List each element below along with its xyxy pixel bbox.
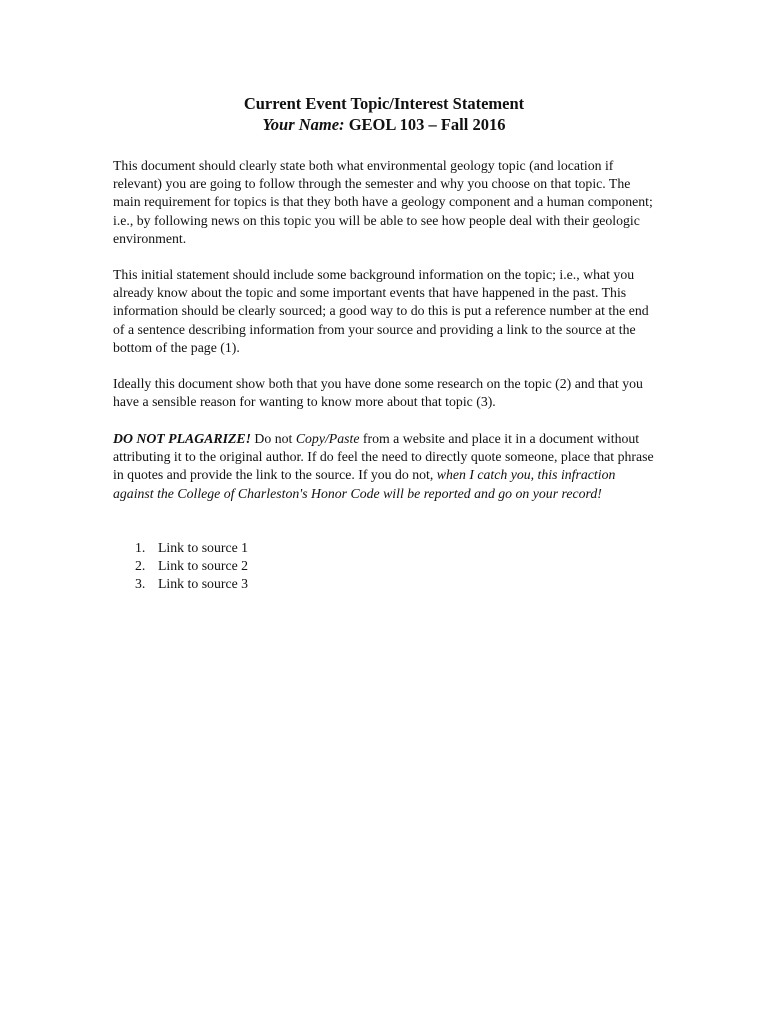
- course-label: GEOL 103 – Fall 2016: [348, 115, 506, 134]
- title-block: [0, 93, 768, 135]
- document-title: Current Event Topic/Interest Statement: [243, 94, 525, 113]
- plagiarism-text-a: Do not: [250, 431, 296, 446]
- source-link-2: Link to source 2: [158, 558, 249, 574]
- document-subtitle: [0, 114, 768, 135]
- paragraph-background: This initial statement should include some background information on the topic; i.e., what you already know about the topic and some important events that have happened in the past. This information should be clearly sourced; a good way to do this is put a reference number at the end of a sentence describing information from your source and providing a link to the source at the bottom of the page (1).: [113, 267, 649, 355]
- source-link-1: Link to source 1: [158, 540, 249, 555]
- list-item: [113, 539, 248, 557]
- paragraph-plagiarism: [113, 430, 658, 503]
- source-number: 2.: [135, 558, 146, 574]
- plagiarism-warning: DO NOT PLAGARIZE!: [113, 431, 251, 446]
- source-link-3: Link to source 3: [158, 576, 249, 592]
- paragraph-research: Ideally this document show both that you have done some research on the topic (2) and that you have a sensible reason for wanting to know more about that topic (3).: [113, 376, 643, 410]
- copy-paste-text: Copy/Paste: [295, 431, 360, 446]
- paragraph-topic: This document should clearly state both what environmental geology topic (and location if relevant) you are going to follow through the semester and why you choose on that topic. The main requirement for topics is that they both have a geology component and a human component; i.e., by following news on this topic you will be able to see how people deal with their geologic environment.: [113, 158, 653, 246]
- source-list: [113, 539, 248, 594]
- source-number: 3.: [135, 576, 146, 592]
- honor-code-text: when I catch you, this infraction against the College of Charleston's Honor Code will be reported and go on your record!: [113, 467, 616, 501]
- plagiarism-text-b: from a website and place it in a document without attributing it to the original author. If do feel the need to directly quote someone, place that phrase in quotes and provide the link to the source. If you do not,: [113, 431, 654, 483]
- list-item: [113, 575, 248, 593]
- list-item: [113, 557, 248, 575]
- your-name-label: Your Name:: [262, 115, 345, 134]
- source-number: 1.: [135, 540, 146, 555]
